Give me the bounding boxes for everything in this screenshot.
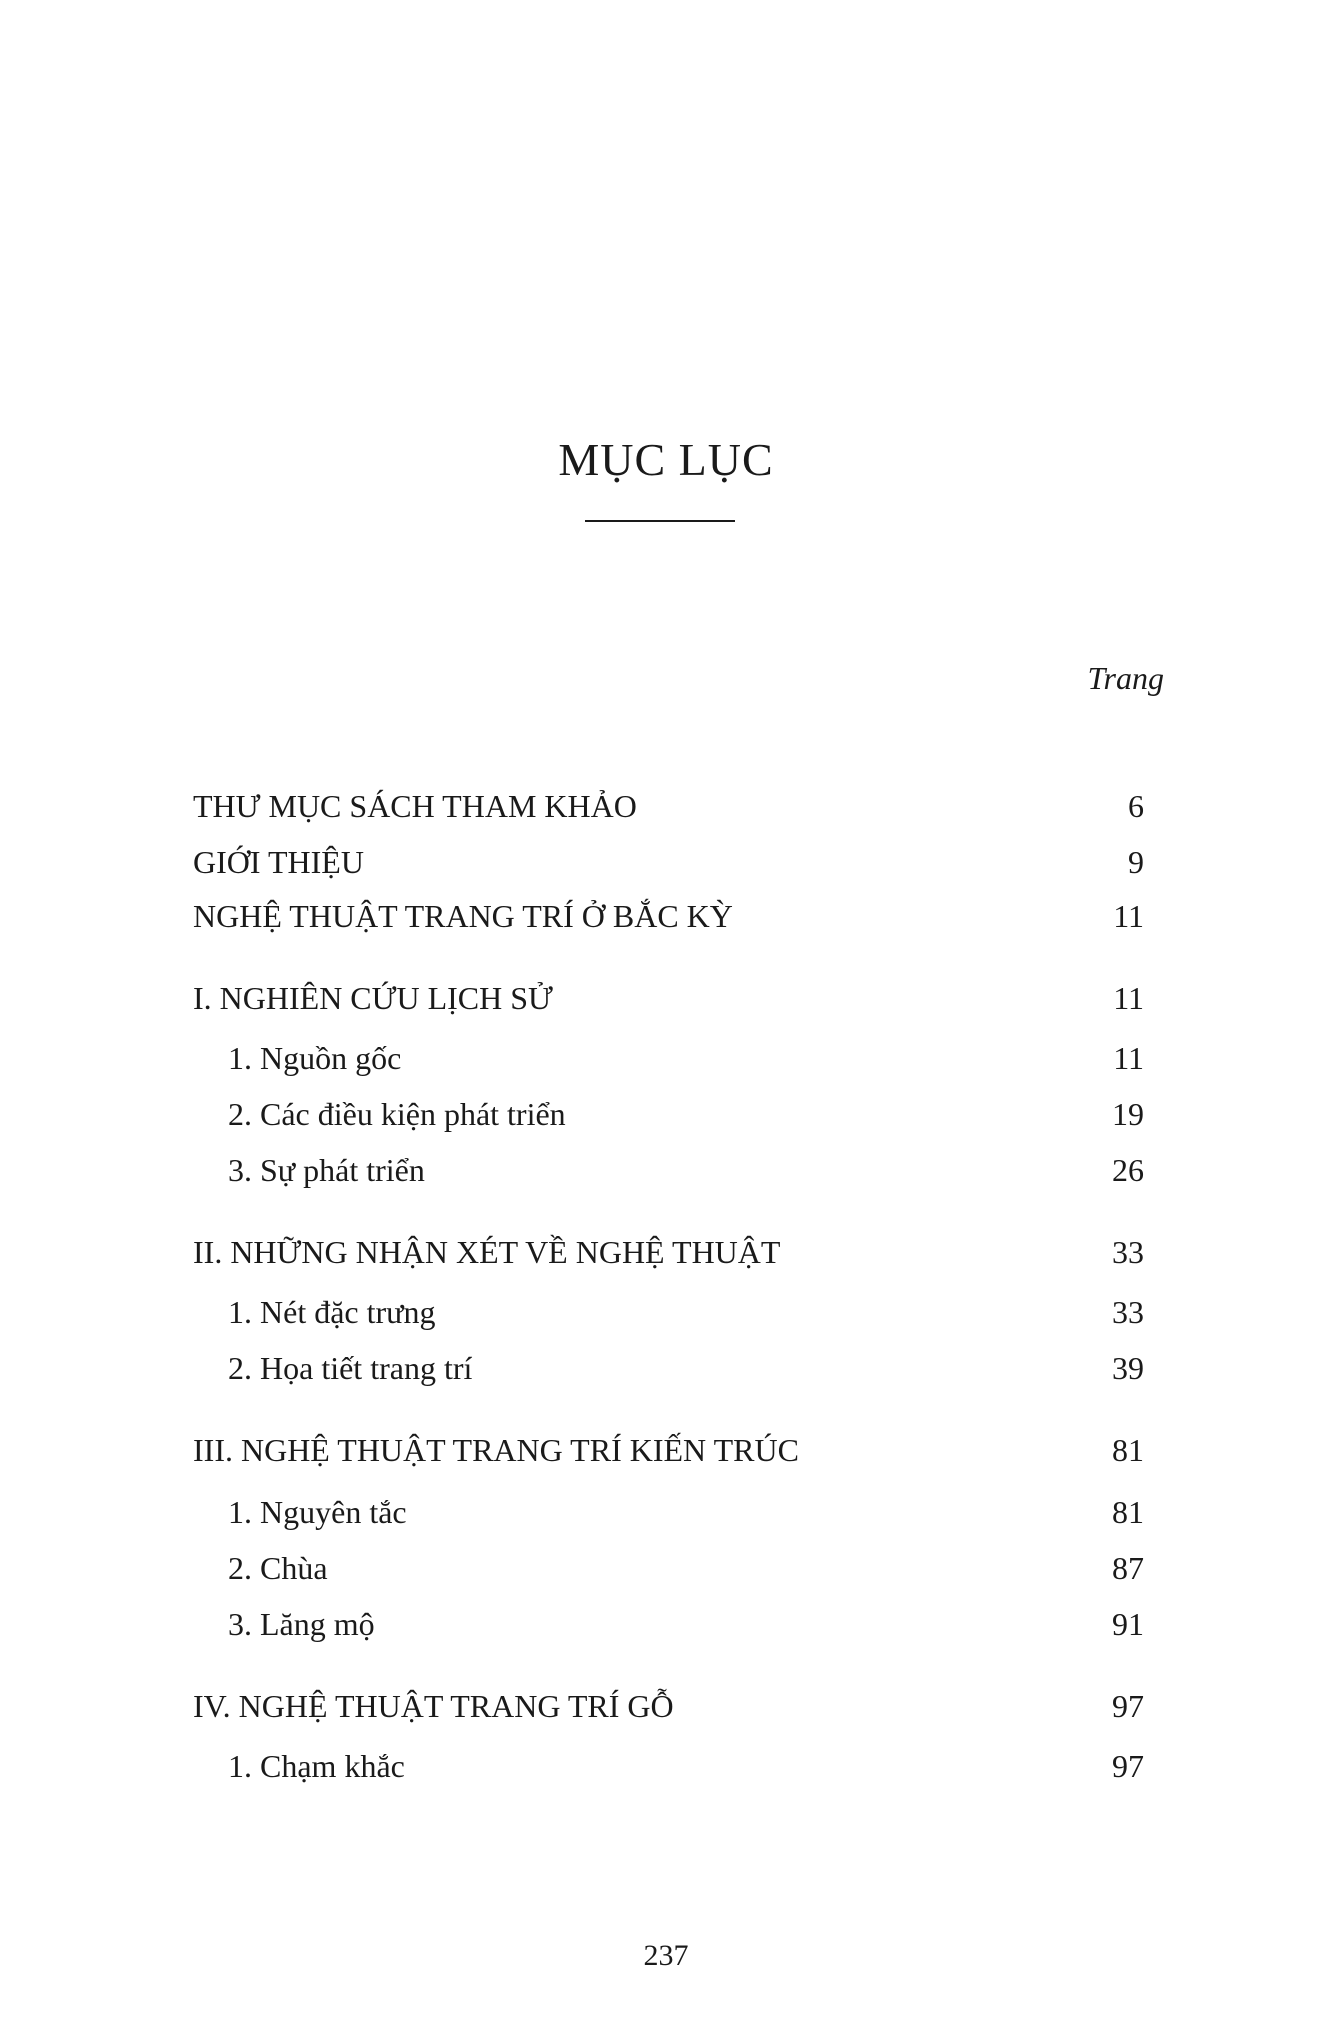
toc-entry-page: 19	[1112, 1096, 1144, 1132]
toc-entry[interactable]	[193, 894, 1144, 938]
toc-entry-label: II. NHỮNG NHẬN XÉT VỀ NGHỆ THUẬT	[193, 1234, 781, 1270]
toc-entry-page: 39	[1112, 1350, 1144, 1386]
toc-entry[interactable]	[228, 1092, 1144, 1136]
toc-entry-label: 1. Chạm khắc	[228, 1748, 405, 1784]
toc-entry-page: 26	[1112, 1152, 1144, 1188]
toc-entry-page: 11	[1113, 980, 1144, 1016]
toc-entry[interactable]	[228, 1346, 1144, 1390]
toc-entry-page: 11	[1113, 1040, 1144, 1076]
toc-entry-label: III. NGHỆ THUẬT TRANG TRÍ KIẾN TRÚC	[193, 1432, 799, 1468]
toc-entry-page: 81	[1112, 1432, 1144, 1468]
toc-entry[interactable]	[228, 1546, 1144, 1590]
page-number: 237	[643, 1939, 689, 1972]
toc-entry[interactable]	[193, 1230, 1144, 1274]
toc-entry-label: GIỚI THIỆU	[193, 844, 364, 880]
toc-entry-label: NGHỆ THUẬT TRANG TRÍ Ở BẮC KỲ	[193, 898, 733, 934]
page-title: MỤC LỤC	[558, 434, 774, 485]
toc-entry-label: 3. Lăng mộ	[228, 1606, 375, 1642]
toc-entry[interactable]	[228, 1602, 1144, 1646]
toc-entry-label: 3. Sự phát triển	[228, 1152, 425, 1188]
toc-entry-page: 91	[1112, 1606, 1144, 1642]
toc-entry[interactable]	[193, 840, 1144, 884]
toc-entry-page: 81	[1112, 1494, 1144, 1530]
toc-entry-page: 33	[1112, 1234, 1144, 1270]
toc-entry-page: 11	[1113, 898, 1144, 934]
toc-entry-page: 9	[1128, 844, 1144, 880]
toc-entry-page: 97	[1112, 1688, 1144, 1724]
page-column-label: Trang	[1087, 660, 1164, 696]
toc-entry[interactable]	[193, 1428, 1144, 1472]
toc-entry-label: 1. Nguyên tắc	[228, 1494, 407, 1530]
toc-entry[interactable]	[228, 1490, 1144, 1534]
toc-entry[interactable]	[193, 784, 1144, 828]
toc-entry-label: THƯ MỤC SÁCH THAM KHẢO	[193, 788, 637, 824]
toc-entry-page: 6	[1128, 788, 1144, 824]
toc-entry-page: 87	[1112, 1550, 1144, 1586]
toc-entry[interactable]	[228, 1036, 1144, 1080]
toc-entry[interactable]	[193, 976, 1144, 1020]
toc-entry[interactable]	[228, 1148, 1144, 1192]
toc-entry-label: 2. Các điều kiện phát triển	[228, 1096, 566, 1132]
toc-entry-label: 2. Chùa	[228, 1550, 328, 1586]
toc-entry-label: I. NGHIÊN CỨU LỊCH SỬ	[193, 980, 553, 1016]
toc-entry-label: 1. Nguồn gốc	[228, 1040, 402, 1076]
toc-entry[interactable]	[193, 1684, 1144, 1728]
toc-entry[interactable]	[228, 1290, 1144, 1334]
toc-entry-label: IV. NGHỆ THUẬT TRANG TRÍ GỖ	[193, 1688, 674, 1724]
toc-entry-page: 33	[1112, 1294, 1144, 1330]
toc-entry[interactable]	[228, 1744, 1144, 1788]
toc-entry-page: 97	[1112, 1748, 1144, 1784]
toc-entry-label: 2. Họa tiết trang trí	[228, 1350, 473, 1386]
toc-entry-label: 1. Nét đặc trưng	[228, 1294, 436, 1330]
